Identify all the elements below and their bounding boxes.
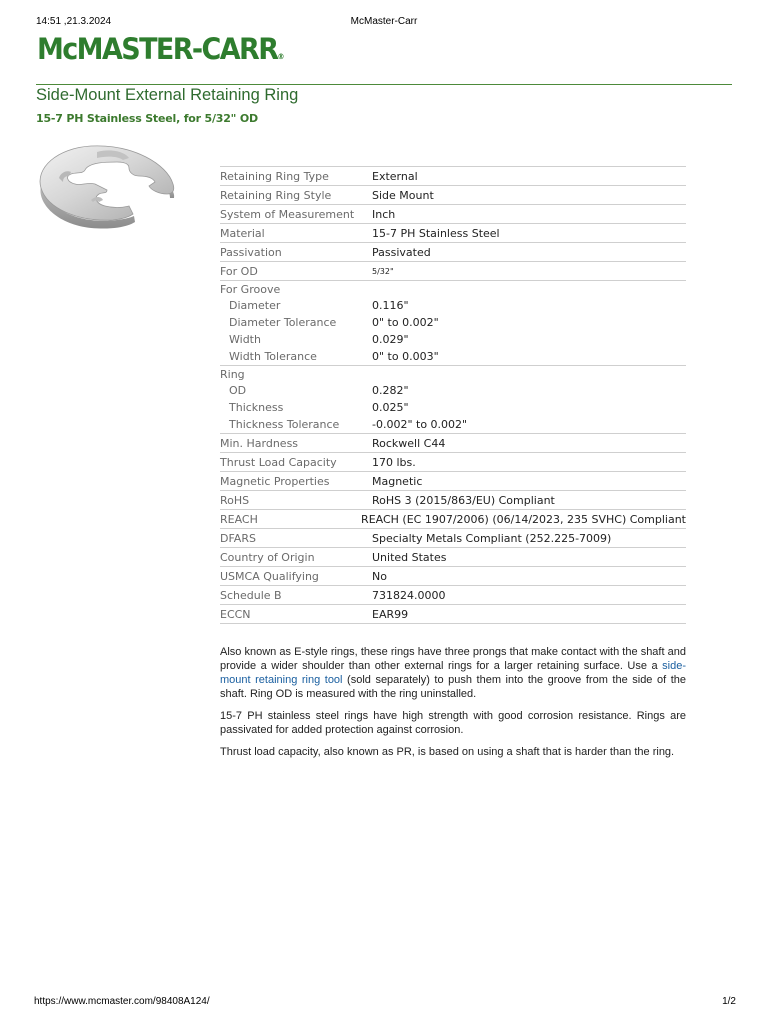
print-page-title: McMaster-Carr <box>350 16 418 27</box>
spec-row-retaining-ring-style <box>220 185 686 204</box>
spec-label: Diameter <box>229 299 281 312</box>
spec-value: EAR99 <box>372 607 409 621</box>
spec-label: Width Tolerance <box>229 350 317 363</box>
print-header <box>36 16 732 30</box>
spec-value: Magnetic <box>372 474 423 488</box>
spec-row-retaining-ring-type <box>220 166 686 185</box>
spec-row-dfars <box>220 528 686 547</box>
spec-value: 15-7 PH Stainless Steel <box>372 226 500 240</box>
spec-row-groove-width-tolerance <box>220 348 686 365</box>
spec-value: Inch <box>372 207 396 221</box>
spec-label: DFARS <box>220 531 256 545</box>
spec-value: 0" to 0.003" <box>372 350 439 363</box>
e-ring-product-image <box>33 138 179 233</box>
spec-group-label: Ring <box>220 367 245 381</box>
spec-value: Specialty Metals Compliant (252.225-7009) <box>372 531 612 545</box>
spec-label: REACH <box>220 512 258 526</box>
spec-label: ECCN <box>220 607 251 621</box>
product-subtitle: 15-7 PH Stainless Steel, for 5/32" OD <box>36 112 258 125</box>
print-datetime: 14:51 ,21.3.2024 <box>36 16 112 27</box>
spec-value: 0" to 0.002" <box>372 316 439 329</box>
spec-row-ring-od <box>220 382 686 399</box>
spec-row-system-of-measurement <box>220 204 686 223</box>
spec-label: RoHS <box>220 493 250 507</box>
spec-label: Retaining Ring Type <box>220 169 329 183</box>
spec-row-reach <box>220 509 686 528</box>
spec-value: United States <box>372 550 447 564</box>
spec-label: Retaining Ring Style <box>220 188 332 202</box>
spec-row-groove-diameter-tolerance <box>220 314 686 331</box>
spec-label: Schedule B <box>220 588 282 602</box>
spec-value: REACH (EC 1907/2006) (06/14/2023, 235 SVHC) Compliant <box>361 512 686 526</box>
spec-value: Passivated <box>372 245 431 259</box>
spec-row-ring-thickness <box>220 399 686 416</box>
spec-value: External <box>372 169 418 183</box>
spec-value: -0.002" to 0.002" <box>372 418 468 431</box>
product-title: Side-Mount External Retaining Ring <box>36 86 299 104</box>
spec-row-groove-width <box>220 331 686 348</box>
print-page-number: 1/2 <box>722 996 736 1007</box>
spec-row-eccn <box>220 604 686 623</box>
specs-table <box>220 166 686 624</box>
spec-group-label: For Groove <box>220 282 281 296</box>
mcmaster-logo[interactable]: McMASTER-CARR® <box>37 33 285 67</box>
spec-group-for-groove <box>220 280 686 297</box>
spec-label: Diameter Tolerance <box>229 316 337 329</box>
spec-label: System of Measurement <box>220 207 355 221</box>
spec-value: 0.025" <box>372 401 409 414</box>
spec-label: For OD <box>220 264 258 278</box>
spec-value: RoHS 3 (2015/863/EU) Compliant <box>372 493 555 507</box>
spec-label: Thickness Tolerance <box>229 418 340 431</box>
spec-label: Thrust Load Capacity <box>220 455 337 469</box>
spec-row-min-hardness <box>220 433 686 452</box>
spec-label: USMCA Qualifying <box>220 569 319 583</box>
spec-row-groove-diameter <box>220 297 686 314</box>
spec-value: 170 lbs. <box>372 455 416 469</box>
description-paragraph: 15-7 PH stainless steel rings have high strength with good corrosion resistance. Rings are passivated for added protection against corrosion. <box>220 710 686 736</box>
spec-row-usmca-qualifying <box>220 566 686 585</box>
spec-row-ring-thickness-tolerance <box>220 416 686 433</box>
side-mount-tool-link[interactable]: side-mount retaining ring tool <box>220 660 686 686</box>
spec-row-magnetic-properties <box>220 471 686 490</box>
spec-value: 731824.0000 <box>372 588 446 602</box>
spec-label: Thickness <box>229 401 284 414</box>
spec-row-rohs <box>220 490 686 509</box>
spec-row-schedule-b <box>220 585 686 604</box>
spec-value: 5/32" <box>372 266 394 276</box>
spec-label: OD <box>229 384 247 397</box>
spec-value: Side Mount <box>372 188 434 202</box>
spec-group-ring <box>220 365 686 382</box>
product-description <box>220 645 686 767</box>
spec-row-country-of-origin <box>220 547 686 566</box>
specs-table-end-rule <box>220 623 686 624</box>
spec-value: 0.029" <box>372 333 409 346</box>
spec-label: Magnetic Properties <box>220 474 330 488</box>
description-paragraph: Also known as E-style rings, these rings have three prongs that make contact with the shaft and provide a wider shoulder than other external rings for a larger retaining surface. Use a side-mount retaining ring tool (sold separately) to push them into the groove from the side of the shaft. Ring OD is measured with the ring uninstalled. <box>220 646 686 700</box>
header-divider <box>36 84 732 85</box>
spec-row-thrust-load-capacity <box>220 452 686 471</box>
spec-label: Width <box>229 333 261 346</box>
spec-label: Passivation <box>220 245 282 259</box>
spec-row-material <box>220 223 686 242</box>
spec-value: 0.116" <box>372 299 409 312</box>
spec-row-passivation <box>220 242 686 261</box>
spec-row-for-od <box>220 261 686 280</box>
description-paragraph: Thrust load capacity, also known as PR, is based on using a shaft that is harder than the ring. <box>220 746 675 758</box>
spec-label: Material <box>220 226 265 240</box>
spec-value: Rockwell C44 <box>372 436 446 450</box>
spec-value: No <box>372 569 387 583</box>
print-url: https://www.mcmaster.com/98408A124/ <box>34 996 210 1007</box>
spec-value: 0.282" <box>372 384 409 397</box>
spec-label: Min. Hardness <box>220 436 299 450</box>
spec-label: Country of Origin <box>220 550 315 564</box>
